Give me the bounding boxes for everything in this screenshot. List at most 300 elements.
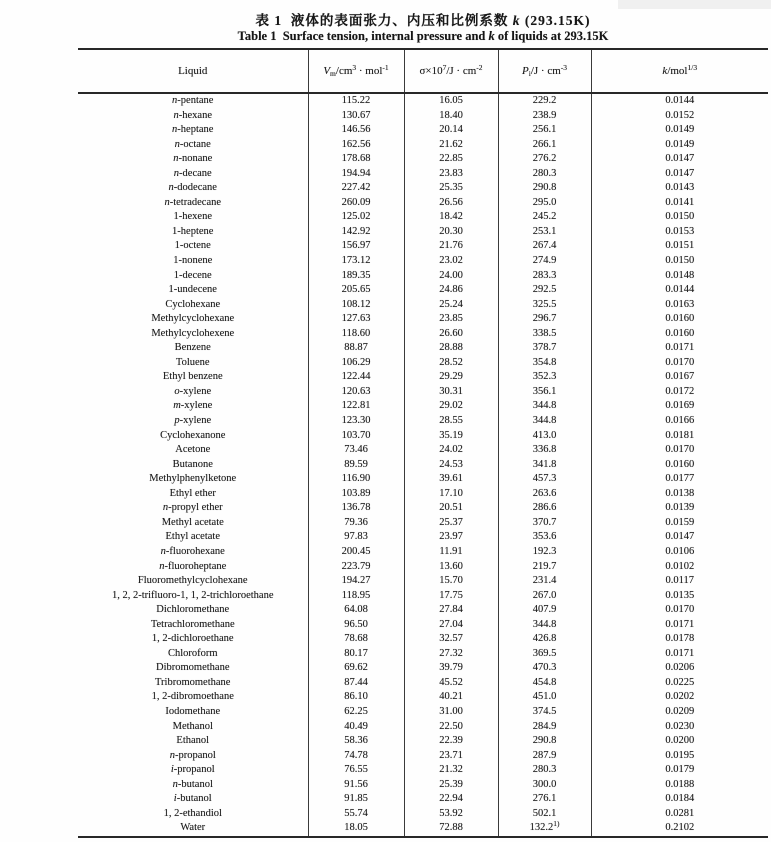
surface-tension-cell: 26.60	[404, 327, 498, 342]
p-unit: /J · cm	[530, 65, 561, 77]
table-row	[78, 181, 768, 196]
internal-pressure-cell: 502.1	[498, 807, 591, 822]
k-coefficient-cell: 0.0209	[591, 705, 768, 720]
molar-volume-cell: 103.70	[308, 429, 404, 444]
surface-tension-cell: 25.39	[404, 778, 498, 793]
table-row	[78, 356, 768, 371]
molar-volume-cell: 108.12	[308, 298, 404, 313]
k-unit: /mol	[667, 65, 688, 77]
footnote-marker: 1)	[553, 821, 560, 829]
k-coefficient-cell: 0.0153	[591, 225, 768, 240]
internal-pressure-cell: 245.2	[498, 210, 591, 225]
k-coefficient-cell: 0.0177	[591, 472, 768, 487]
table-row	[78, 254, 768, 269]
vm-subscript: m	[330, 69, 336, 78]
k-coefficient-cell: 0.0160	[591, 312, 768, 327]
table-row	[78, 778, 768, 793]
table-row	[78, 93, 768, 109]
k-coefficient-cell: 0.0147	[591, 530, 768, 545]
k-coefficient-cell: 0.0149	[591, 123, 768, 138]
table-row	[78, 705, 768, 720]
liquid-name-cell: Benzene	[174, 342, 211, 354]
liquid-name-cell: n-dodecane	[168, 182, 217, 194]
liquid-name-cell: Methylcyclohexane	[151, 313, 235, 325]
internal-pressure-cell: 280.3	[498, 167, 591, 182]
liquid-name-cell: m-xylene	[173, 400, 213, 412]
surface-tension-cell: 32.57	[404, 632, 498, 647]
liquid-name-cell: 1, 2-dichloroethane	[151, 633, 234, 645]
internal-pressure-cell: 338.5	[498, 327, 591, 342]
surface-tension-cell: 40.21	[404, 690, 498, 705]
liquid-name-cell: 1-decene	[173, 269, 212, 281]
k-coefficient-cell: 0.0170	[591, 356, 768, 371]
liquid-name-cell: 1, 2, 2-trifluoro-1, 1, 2-trichloroethane	[111, 589, 274, 601]
table-row	[78, 603, 768, 618]
molar-volume-cell: 74.78	[308, 749, 404, 764]
internal-pressure-cell: 292.5	[498, 283, 591, 298]
k-coefficient-cell: 0.0172	[591, 385, 768, 400]
internal-pressure-cell: 284.9	[498, 720, 591, 735]
molar-volume-cell: 194.27	[308, 574, 404, 589]
table-row	[78, 690, 768, 705]
title-cn-temp: (293.15K)	[520, 13, 591, 28]
molar-volume-cell: 200.45	[308, 545, 404, 560]
table-row	[78, 327, 768, 342]
molar-volume-cell: 86.10	[308, 690, 404, 705]
internal-pressure-cell: 413.0	[498, 429, 591, 444]
sigma-unit: /J · cm	[446, 65, 477, 77]
liquid-name-cell: Chloroform	[167, 647, 218, 659]
liquid-name-cell: Ethanol	[176, 735, 210, 747]
liquid-name-cell: Iodomethane	[165, 705, 221, 717]
internal-pressure-cell: 231.4	[498, 574, 591, 589]
molar-volume-cell: 118.60	[308, 327, 404, 342]
molar-volume-cell: 130.67	[308, 109, 404, 124]
surface-tension-cell: 20.51	[404, 501, 498, 516]
internal-pressure-cell: 336.8	[498, 443, 591, 458]
surface-tension-cell: 27.32	[404, 647, 498, 662]
surface-tension-cell: 24.86	[404, 283, 498, 298]
table-row	[78, 298, 768, 313]
vm-unit: /cm	[335, 65, 353, 77]
vm-symbol: V	[323, 65, 331, 77]
liquid-name-cell: 1-nonene	[173, 255, 213, 267]
k-coefficient-cell: 0.0160	[591, 458, 768, 473]
molar-volume-cell: 223.79	[308, 560, 404, 575]
k-coefficient-cell: 0.0170	[591, 603, 768, 618]
liquid-name-cell: i-propanol	[170, 764, 215, 776]
internal-pressure-cell: 470.3	[498, 661, 591, 676]
k-coefficient-cell: 0.0141	[591, 196, 768, 211]
liquid-name-cell: n-propyl ether	[162, 502, 223, 514]
internal-pressure-cell: 295.0	[498, 196, 591, 211]
molar-volume-cell: 127.63	[308, 312, 404, 327]
internal-pressure-cell: 356.1	[498, 385, 591, 400]
col-header-molar-volume	[308, 49, 404, 93]
surface-tension-cell: 25.35	[404, 181, 498, 196]
vm-unit2: · mol	[356, 65, 383, 77]
table-row	[78, 196, 768, 211]
table-row	[78, 516, 768, 531]
liquid-name-cell: Dichloromethane	[156, 604, 230, 616]
table-row	[78, 807, 768, 822]
surface-tension-cell: 21.32	[404, 763, 498, 778]
molar-volume-cell: 260.09	[308, 196, 404, 211]
internal-pressure-cell: 344.8	[498, 399, 591, 414]
k-coefficient-cell: 0.0281	[591, 807, 768, 822]
liquid-name-cell: Methylphenylketone	[149, 473, 237, 485]
liquid-name-cell: Tribromomethane	[155, 676, 231, 688]
liquid-name-cell: n-fluoroheptane	[159, 560, 227, 572]
liquid-name-cell: 1-octene	[174, 240, 211, 252]
internal-pressure-cell: 286.6	[498, 501, 591, 516]
surface-tension-cell: 24.00	[404, 269, 498, 284]
table-row	[78, 370, 768, 385]
surface-tension-cell: 26.56	[404, 196, 498, 211]
internal-pressure-cell: 369.5	[498, 647, 591, 662]
surface-tension-cell: 31.00	[404, 705, 498, 720]
molar-volume-cell: 146.56	[308, 123, 404, 138]
liquid-name-cell: n-propanol	[169, 749, 216, 761]
molar-volume-cell: 64.08	[308, 603, 404, 618]
internal-pressure-cell: 267.0	[498, 589, 591, 604]
internal-pressure-cell: 454.8	[498, 676, 591, 691]
k-coefficient-cell: 0.0179	[591, 763, 768, 778]
surface-tension-cell: 39.61	[404, 472, 498, 487]
liquid-name-cell: n-hexane	[173, 109, 212, 121]
surface-tension-cell: 21.76	[404, 239, 498, 254]
molar-volume-cell: 73.46	[308, 443, 404, 458]
surface-tension-cell: 29.29	[404, 370, 498, 385]
k-coefficient-cell: 0.0144	[591, 93, 768, 109]
internal-pressure-cell: 253.1	[498, 225, 591, 240]
k-coefficient-cell: 0.0150	[591, 210, 768, 225]
title-en-text: Table 1 Surface tension, internal pressure and	[237, 29, 489, 43]
liquid-name-cell: 1, 2-ethandiol	[163, 807, 222, 819]
table-row	[78, 239, 768, 254]
internal-pressure-cell: 325.5	[498, 298, 591, 313]
k-coefficient-cell: 0.2102	[591, 821, 768, 837]
molar-volume-cell: 122.44	[308, 370, 404, 385]
molar-volume-cell: 122.81	[308, 399, 404, 414]
internal-pressure-cell: 274.9	[498, 254, 591, 269]
surface-tension-cell: 23.97	[404, 530, 498, 545]
liquid-name-cell: o-xylene	[174, 385, 212, 397]
molar-volume-cell: 91.56	[308, 778, 404, 793]
surface-tension-cell: 20.30	[404, 225, 498, 240]
surface-tension-cell: 28.55	[404, 414, 498, 429]
k-coefficient-cell: 0.0102	[591, 560, 768, 575]
molar-volume-cell: 87.44	[308, 676, 404, 691]
molar-volume-cell: 178.68	[308, 152, 404, 167]
molar-volume-cell: 106.29	[308, 356, 404, 371]
internal-pressure-cell: 263.6	[498, 487, 591, 502]
surface-tension-cell: 11.91	[404, 545, 498, 560]
k-coefficient-cell: 0.0160	[591, 327, 768, 342]
liquid-name-cell: Methylcyclohexene	[151, 327, 235, 339]
internal-pressure-cell: 290.8	[498, 734, 591, 749]
header-row	[78, 49, 768, 93]
liquid-name-cell: Methyl acetate	[161, 516, 224, 528]
liquid-name-cell: 1, 2-dibromoethane	[151, 691, 234, 703]
surface-tension-cell: 45.52	[404, 676, 498, 691]
k-coefficient-cell: 0.0171	[591, 647, 768, 662]
k-coefficient-cell: 0.0106	[591, 545, 768, 560]
title-cn-text: 表 1 液体的表面张力、内压和比例系数	[255, 13, 513, 28]
liquid-name-cell: Methanol	[172, 720, 213, 732]
table-row	[78, 283, 768, 298]
surface-tension-cell: 23.85	[404, 312, 498, 327]
k-coefficient-cell: 0.0167	[591, 370, 768, 385]
molar-volume-cell: 205.65	[308, 283, 404, 298]
table-row	[78, 661, 768, 676]
surface-tension-cell: 16.05	[404, 93, 498, 109]
liquid-name-cell: p-xylene	[174, 415, 212, 427]
table-row	[78, 399, 768, 414]
surface-tension-cell: 24.53	[404, 458, 498, 473]
molar-volume-cell: 120.63	[308, 385, 404, 400]
surface-tension-cell: 22.50	[404, 720, 498, 735]
col-header-k-coefficient	[591, 49, 768, 93]
surface-tension-cell: 30.31	[404, 385, 498, 400]
internal-pressure-cell: 276.1	[498, 792, 591, 807]
internal-pressure-cell: 238.9	[498, 109, 591, 124]
liquid-name-cell: Cyclohexane	[165, 298, 221, 310]
surface-tension-cell: 20.14	[404, 123, 498, 138]
internal-pressure-cell: 426.8	[498, 632, 591, 647]
table-row	[78, 632, 768, 647]
k-coefficient-cell: 0.0143	[591, 181, 768, 196]
k-coefficient-cell: 0.0178	[591, 632, 768, 647]
table-body	[78, 93, 768, 837]
internal-pressure-cell: 267.4	[498, 239, 591, 254]
surface-tension-cell: 13.60	[404, 560, 498, 575]
k-coefficient-cell: 0.0149	[591, 138, 768, 153]
molar-volume-cell: 115.22	[308, 93, 404, 109]
molar-volume-cell: 156.97	[308, 239, 404, 254]
table-row	[78, 501, 768, 516]
liquid-name-cell: Toluene	[175, 356, 210, 368]
internal-pressure-cell: 353.6	[498, 530, 591, 545]
internal-pressure-cell: 457.3	[498, 472, 591, 487]
k-coefficient-cell: 0.0147	[591, 152, 768, 167]
k-coefficient-cell: 0.0171	[591, 618, 768, 633]
surface-tension-cell: 29.02	[404, 399, 498, 414]
k-coefficient-cell: 0.0147	[591, 167, 768, 182]
title-en-k-symbol: k	[488, 29, 495, 43]
molar-volume-cell: 116.90	[308, 472, 404, 487]
table-row	[78, 443, 768, 458]
molar-volume-cell: 227.42	[308, 181, 404, 196]
liquid-name-cell: n-tetradecane	[164, 196, 222, 208]
liquid-name-cell: Acetone	[175, 444, 211, 456]
molar-volume-cell: 103.89	[308, 487, 404, 502]
table-row	[78, 312, 768, 327]
liquids-data-table	[78, 48, 768, 838]
table-row	[78, 560, 768, 575]
k-exp: 1/3	[687, 63, 698, 72]
surface-tension-cell: 35.19	[404, 429, 498, 444]
k-coefficient-cell: 0.0144	[591, 283, 768, 298]
surface-tension-cell: 27.84	[404, 603, 498, 618]
table-row	[78, 269, 768, 284]
sigma-symbol: σ×10	[419, 65, 443, 77]
liquid-name-cell: n-heptane	[172, 124, 214, 136]
liquid-name-cell: 1-hexene	[173, 211, 212, 223]
k-coefficient-cell: 0.0184	[591, 792, 768, 807]
table-row	[78, 414, 768, 429]
liquid-name-cell: Cyclohexanone	[160, 429, 226, 441]
table-row	[78, 429, 768, 444]
internal-pressure-cell: 219.7	[498, 560, 591, 575]
surface-tension-cell: 21.62	[404, 138, 498, 153]
table-row	[78, 225, 768, 240]
k-coefficient-cell: 0.0163	[591, 298, 768, 313]
molar-volume-cell: 80.17	[308, 647, 404, 662]
molar-volume-cell: 189.35	[308, 269, 404, 284]
liquid-name-cell: Ethyl ether	[169, 487, 216, 499]
title-cn-k-symbol: k	[512, 13, 521, 28]
molar-volume-cell: 62.25	[308, 705, 404, 720]
surface-tension-cell: 15.70	[404, 574, 498, 589]
molar-volume-cell: 194.94	[308, 167, 404, 182]
molar-volume-cell: 162.56	[308, 138, 404, 153]
liquid-name-cell: 1-heptene	[172, 225, 214, 237]
molar-volume-cell: 78.68	[308, 632, 404, 647]
table-row	[78, 545, 768, 560]
table-row	[78, 821, 768, 837]
k-coefficient-cell: 0.0166	[591, 414, 768, 429]
k-symbol: k	[662, 65, 668, 77]
k-coefficient-cell: 0.0150	[591, 254, 768, 269]
vm-exp2: -1	[382, 63, 389, 72]
liquid-name-cell: n-pentane	[172, 95, 214, 106]
surface-tension-cell: 39.79	[404, 661, 498, 676]
k-coefficient-cell: 0.0188	[591, 778, 768, 793]
molar-volume-cell: 142.92	[308, 225, 404, 240]
surface-tension-cell: 22.39	[404, 734, 498, 749]
table-row	[78, 647, 768, 662]
surface-tension-cell: 23.02	[404, 254, 498, 269]
internal-pressure-cell: 266.1	[498, 138, 591, 153]
internal-pressure-cell: 341.8	[498, 458, 591, 473]
k-coefficient-cell: 0.0230	[591, 720, 768, 735]
surface-tension-cell: 28.52	[404, 356, 498, 371]
liquid-name-cell: Tetrachloromethane	[150, 618, 235, 630]
k-coefficient-cell: 0.0135	[591, 589, 768, 604]
k-coefficient-cell: 0.0206	[591, 661, 768, 676]
molar-volume-cell: 58.36	[308, 734, 404, 749]
liquid-name-cell: n-decane	[173, 167, 212, 179]
surface-tension-cell: 23.71	[404, 749, 498, 764]
col-header-internal-pressure	[498, 49, 591, 93]
table-row	[78, 763, 768, 778]
surface-tension-cell: 17.75	[404, 589, 498, 604]
liquid-name-cell: 1-undecene	[168, 284, 217, 296]
molar-volume-cell: 96.50	[308, 618, 404, 633]
table-row	[78, 138, 768, 153]
k-coefficient-cell: 0.0148	[591, 269, 768, 284]
col-header-liquid	[78, 49, 308, 93]
internal-pressure-cell: 290.8	[498, 181, 591, 196]
k-coefficient-cell: 0.0202	[591, 690, 768, 705]
molar-volume-cell: 69.62	[308, 661, 404, 676]
liquid-name-cell: n-octane	[174, 138, 211, 150]
liquid-name-cell: Ethyl acetate	[165, 531, 220, 543]
liquid-name-cell: Water	[180, 822, 206, 834]
molar-volume-cell: 136.78	[308, 501, 404, 516]
k-coefficient-cell: 0.0139	[591, 501, 768, 516]
surface-tension-cell: 25.24	[404, 298, 498, 313]
surface-tension-cell: 22.94	[404, 792, 498, 807]
molar-volume-cell: 88.87	[308, 341, 404, 356]
internal-pressure-cell: 300.0	[498, 778, 591, 793]
sigma-exp2: -2	[476, 63, 483, 72]
molar-volume-cell: 89.59	[308, 458, 404, 473]
k-coefficient-cell: 0.0138	[591, 487, 768, 502]
surface-tension-cell: 18.40	[404, 109, 498, 124]
table-row	[78, 734, 768, 749]
table-row	[78, 676, 768, 691]
table-row	[78, 749, 768, 764]
table-row	[78, 341, 768, 356]
table-row	[78, 792, 768, 807]
liquid-name-cell: Butanone	[172, 458, 213, 470]
k-coefficient-cell: 0.0152	[591, 109, 768, 124]
k-coefficient-cell: 0.0225	[591, 676, 768, 691]
k-coefficient-cell: 0.0151	[591, 239, 768, 254]
table-title-chinese	[78, 9, 768, 29]
internal-pressure-cell: 229.2	[498, 93, 591, 109]
surface-tension-cell: 28.88	[404, 341, 498, 356]
internal-pressure-cell: 344.8	[498, 414, 591, 429]
molar-volume-cell: 91.85	[308, 792, 404, 807]
table-row	[78, 167, 768, 182]
molar-volume-cell: 125.02	[308, 210, 404, 225]
vm-exp1: 3	[352, 63, 357, 72]
internal-pressure-cell: 283.3	[498, 269, 591, 284]
surface-tension-cell: 53.92	[404, 807, 498, 822]
table-title-english	[78, 29, 768, 44]
p-subscript: i	[528, 69, 531, 78]
internal-pressure-cell: 280.3	[498, 763, 591, 778]
molar-volume-cell: 18.05	[308, 821, 404, 837]
table-row	[78, 385, 768, 400]
table-row	[78, 487, 768, 502]
surface-tension-cell: 24.02	[404, 443, 498, 458]
liquid-name-cell: Fluoromethylcyclohexane	[137, 575, 248, 587]
internal-pressure-cell: 354.8	[498, 356, 591, 371]
k-coefficient-cell: 0.0170	[591, 443, 768, 458]
internal-pressure-cell: 344.8	[498, 618, 591, 633]
molar-volume-cell: 173.12	[308, 254, 404, 269]
table-row	[78, 530, 768, 545]
surface-tension-cell: 25.37	[404, 516, 498, 531]
liquid-header-label: Liquid	[178, 65, 208, 77]
molar-volume-cell: 76.55	[308, 763, 404, 778]
internal-pressure-cell: 352.3	[498, 370, 591, 385]
liquid-name-cell: n-fluorohexane	[160, 545, 225, 557]
surface-tension-cell: 17.10	[404, 487, 498, 502]
k-coefficient-cell: 0.0200	[591, 734, 768, 749]
title-en-temp: of liquids at 293.15K	[494, 29, 609, 43]
table-row	[78, 618, 768, 633]
internal-pressure-cell: 256.1	[498, 123, 591, 138]
liquid-name-cell: Ethyl benzene	[162, 371, 223, 383]
internal-pressure-cell: 132.2$^{1)}$	[498, 821, 591, 837]
k-coefficient-cell: 0.0159	[591, 516, 768, 531]
molar-volume-cell: 55.74	[308, 807, 404, 822]
